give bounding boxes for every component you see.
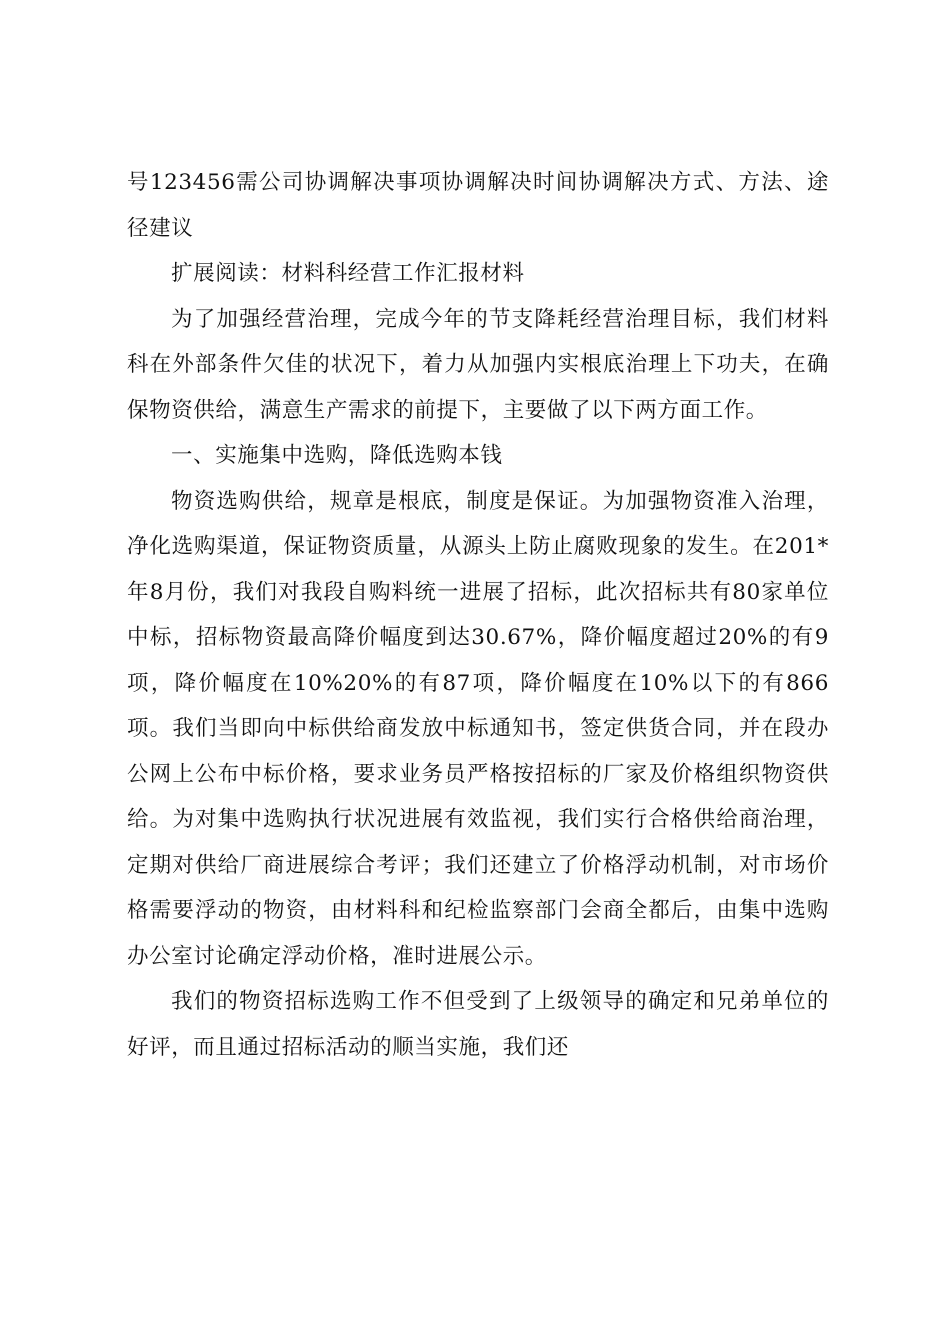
section-heading-centralized-purchasing: 一、实施集中选购，降低选购本钱: [171, 443, 503, 468]
paragraph-purchasing-details: 物资选购供给，规章是根底，制度是保证。为加强物资准入治理，净化选购渠道，保证物资质量，从源头上防止腐败现象的发生。在201*年8月份，我们对我段自购料统一进展了招标，此次招标共有80家单位中标，招标物资最高降价幅度到达30.67%，降价幅度超过20%的有9项，降价幅度在10%20%的有87项，降价幅度在10%以下的有866项。我们当即向中标供给商发放中标通知书，签定供货合同，并在段办公网上公布中标价格，要求业务员严格按招标的厂家及价格组织物资供给。为对集中选购执行状况进展有效监视，我们实行合格供给商治理，定期对供给厂商进展综合考评；我们还建立了价格浮动机制，对市场价格需要浮动的物资，由材料科和纪检监察部门会商全都后，由集中选购办公室讨论确定浮动价格，准时进展公示。: [127, 488, 829, 969]
paragraph-extended-reading-title: 扩展阅读：材料科经营工作汇报材料: [171, 261, 525, 286]
document-body: [127, 160, 829, 1070]
paragraph-intro: 为了加强经营治理，完成今年的节支降耗经营治理目标，我们材料科在外部条件欠佳的状况下，着力从加强内实根底治理上下功夫，在确保物资供给，满意生产需求的前提下，主要做了以下两方面工作。: [127, 306, 829, 423]
paragraph-table-header-continuation: 号123456需公司协调解决事项协调解决时间协调解决方式、方法、途径建议: [127, 170, 829, 241]
paragraph-results: 我们的物资招标选购工作不但受到了上级领导的确定和兄弟单位的好评，而且通过招标活动的顺当实施，我们还: [127, 989, 829, 1060]
